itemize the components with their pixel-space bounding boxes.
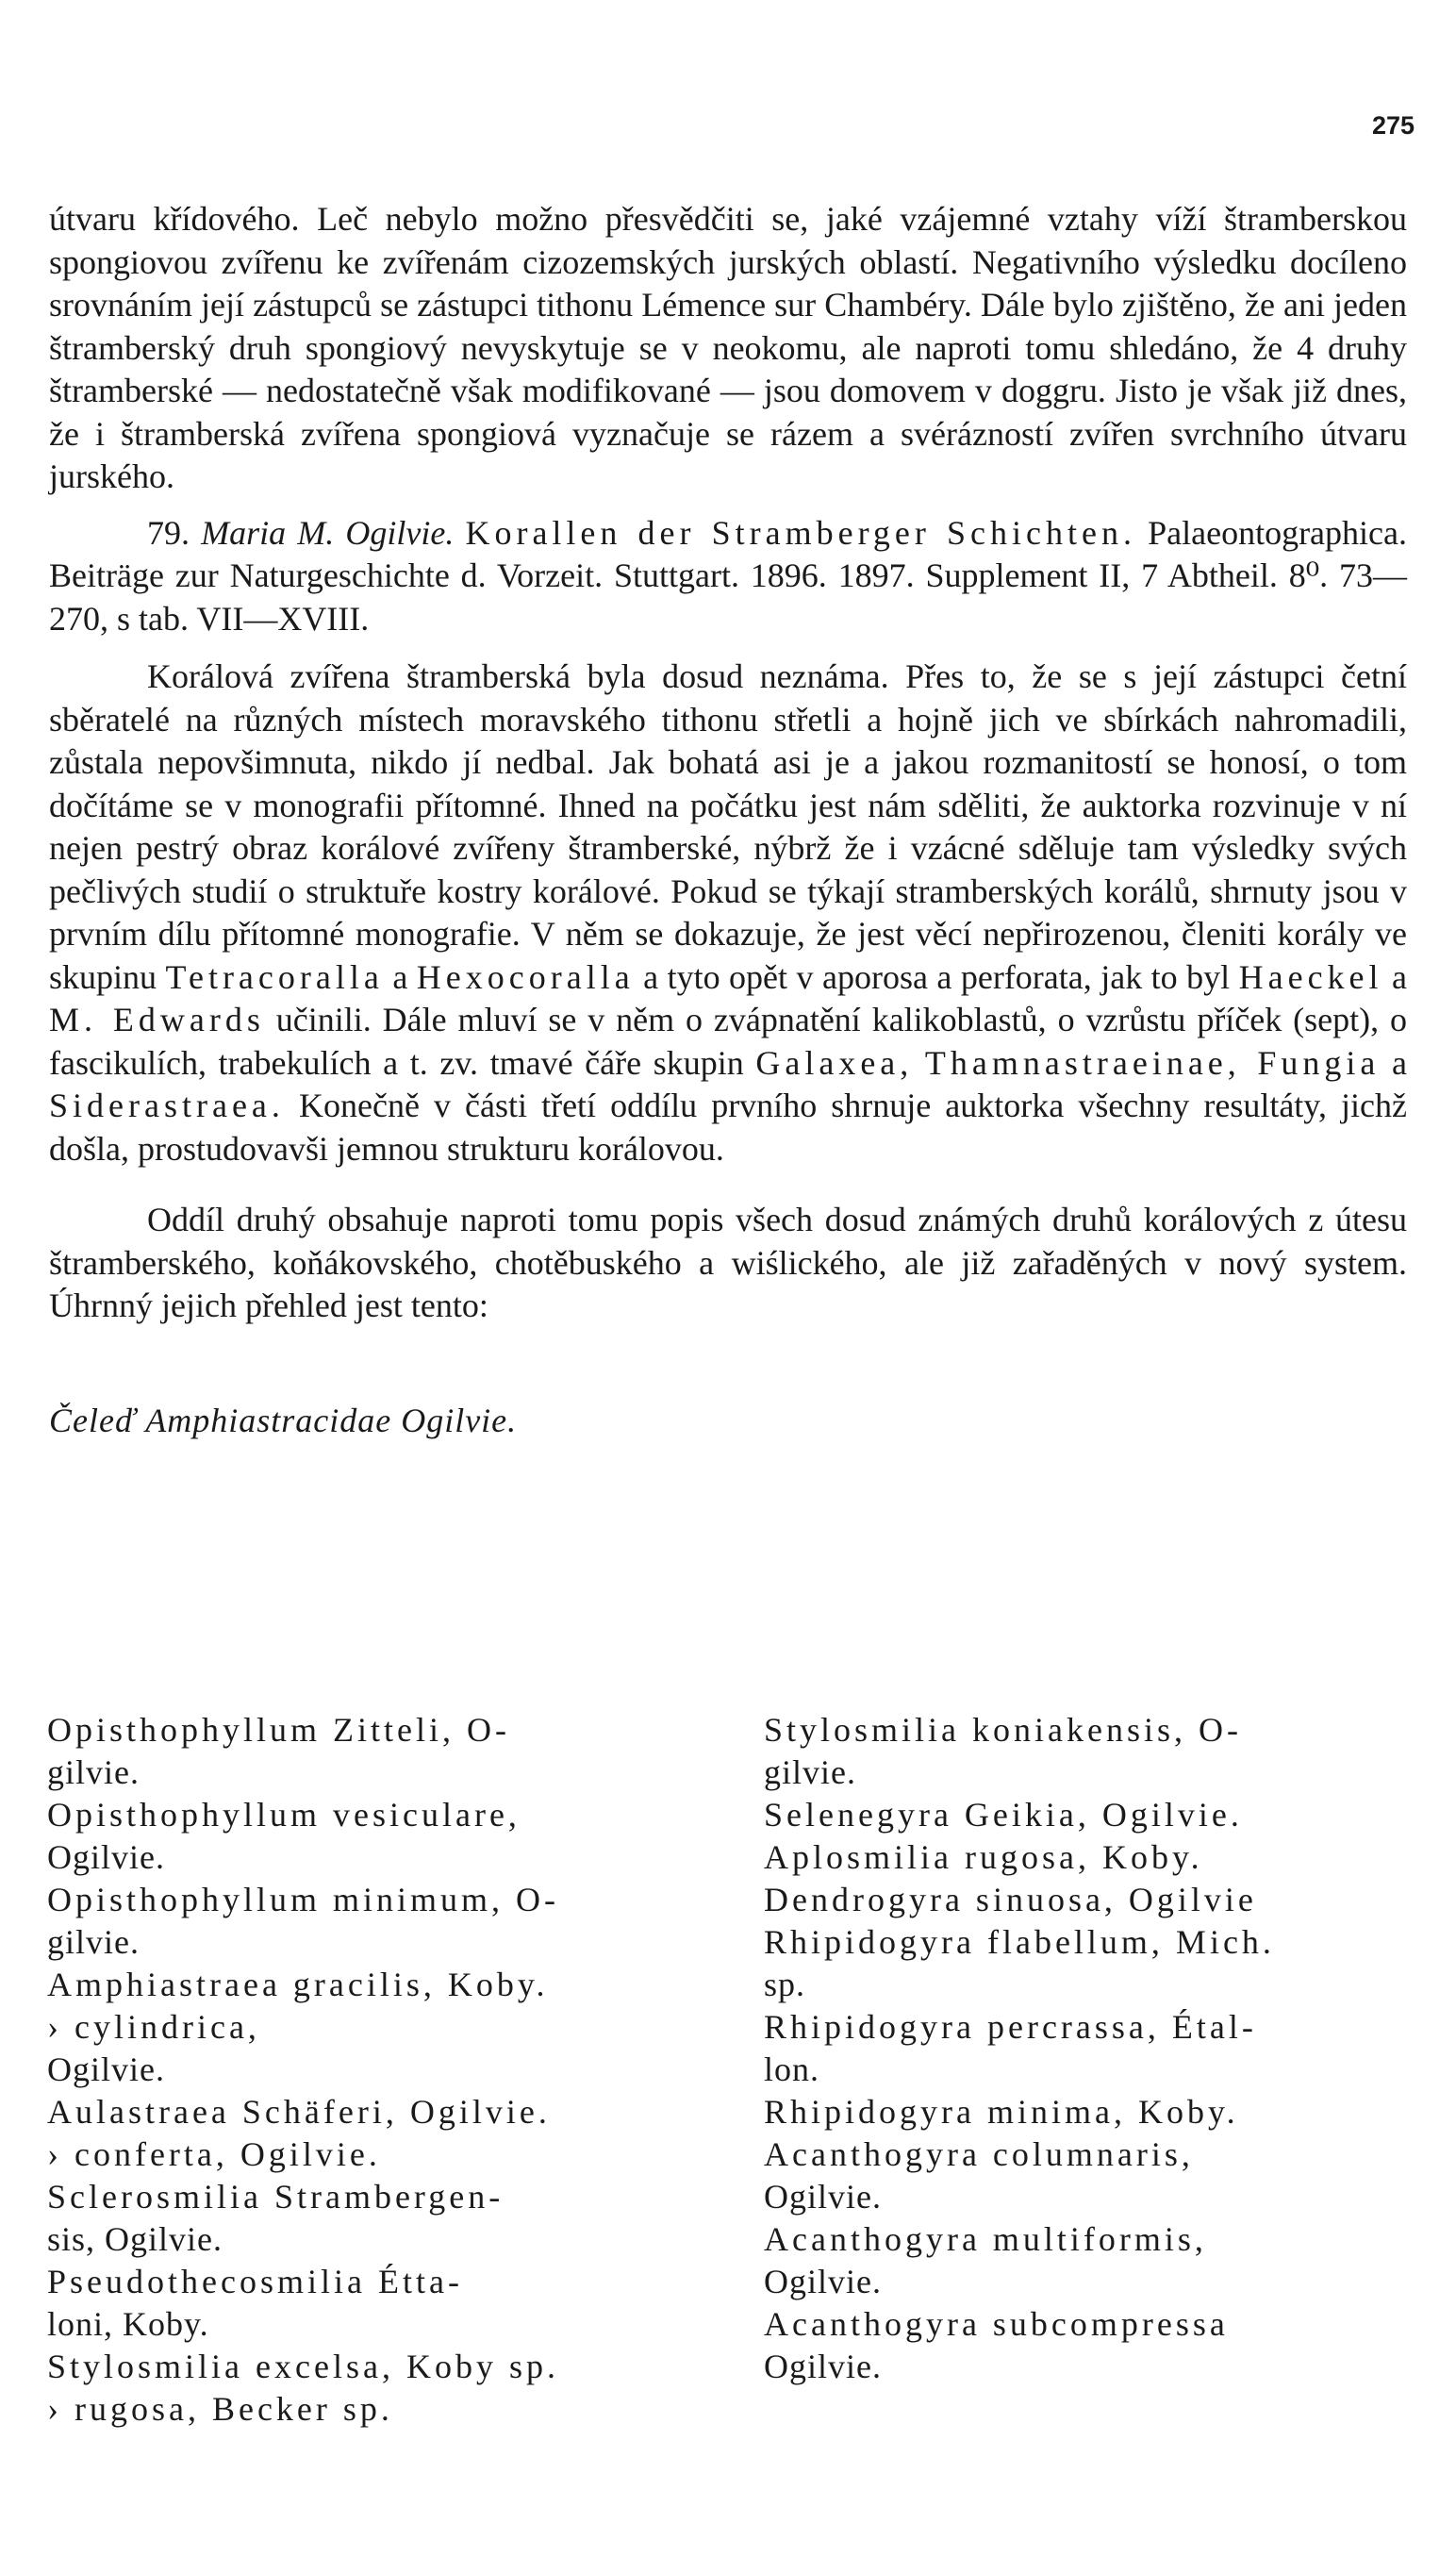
species-column-right — [764, 1709, 1415, 2431]
document-body — [49, 198, 1407, 1442]
species-item: Aulastraea Schäferi, Ogilvie. — [47, 2093, 551, 2131]
reference-author: Maria M. Ogilvie. — [201, 513, 455, 552]
page-number: 275 — [1371, 111, 1415, 140]
p2-edwards: M. Edwards — [49, 1001, 265, 1038]
species-item: Acanthogyra subcompressa Ogilvie. — [764, 2305, 1229, 2385]
p2-siderastraea: Siderastraea. — [49, 1087, 285, 1124]
species-item: Opisthophyllum Zitteli, O- gilvie. — [47, 1711, 510, 1791]
species-item: Acanthogyra columnaris, Ogilvie. — [764, 2135, 1194, 2216]
p2-and-3: a — [1392, 1043, 1408, 1082]
species-list — [47, 1709, 1415, 2431]
p2-galaxea: Galaxea, — [755, 1043, 914, 1082]
species-item: Stylosmilia excelsa, Koby sp. — [47, 2348, 559, 2385]
paragraph-2 — [49, 656, 1407, 1170]
species-column-left — [47, 1709, 698, 2431]
species-item: › cylindrica, Ogilvie. — [47, 2008, 260, 2088]
p2-hexocoralla: Hexocoralla — [416, 957, 635, 996]
p2-and-1: a — [392, 957, 408, 996]
reference-title: Korallen der Stramberger Schichten. — [465, 513, 1136, 552]
species-item: Aplosmilia rugosa, Koby. — [764, 1838, 1203, 1876]
reference-details: Palaeontographica. Beiträge zur Naturgeschichte d. Vorzeit. Stuttgart. 1896. 1897. Supplement II, 7 Abtheil. 8⁰. 73—270, s tab. VII—XVIII. — [49, 513, 1407, 638]
species-item: Rhipidogyra percrassa, Étal- lon. — [764, 2008, 1257, 2088]
species-item: Selenegyra Geikia, Ogilvie. — [764, 1796, 1243, 1834]
species-item: › conferta, Ogilvie. — [47, 2135, 381, 2173]
species-item: Dendrogyra sinuosa, Ogilvie — [764, 1881, 1257, 1918]
species-item: Acanthogyra multiformis, Ogilvie. — [764, 2220, 1207, 2300]
paragraph-1: útvaru křídového. Leč nebylo možno přesvědčiti se, jaké vzájemné vztahy víží štramberskou spongiovou zvířenu ke zvířenám cizozemských jurských oblastí. Negativního výsledku docíleno srovnáním její zástupců se zástupci tithonu Lémence sur Chambéry. Dále bylo zjištěno, že ani jeden štramberský druh spongiový nevyskytuje se v neokomu, ale naproti tomu shledáno, že 4 druhy štramberské — nedostatečně však modifikované — jsou domovem v doggru. Jisto je však již dnes, že i štramberská zvířena spongiová vyznačuje se rázem a svérázností zvířen svrchního útvaru jurského. — [49, 200, 1407, 495]
paragraph-3: Oddíl druhý obsahuje naproti tomu popis všech dosud známých druhů korálových z útesu štramberského, koňákovského, chotěbuského a wiślického, ale již zařaděných v nový system. Úhrnný jejich přehled jest tento: — [49, 1201, 1407, 1324]
family-heading: Čeleď Amphiastracidae Ogilvie. — [49, 1401, 518, 1439]
reference-number: 79. — [147, 513, 190, 552]
p2-tetracoralla: Tetracoralla — [165, 957, 384, 996]
reference-entry-79 — [49, 512, 1407, 641]
p2-text-d: Konečně v části třetí oddílu prvního shrnuje auktorka všechny resultáty, jichž došla, prostudovavši jemnou strukturu korálovou. — [49, 1087, 1407, 1168]
p2-thamnastraeinae: Thamnastraeinae, Fungia — [924, 1043, 1381, 1082]
species-item: Opisthophyllum minimum, O- gilvie. — [47, 1881, 560, 1961]
species-item: Stylosmilia koniakensis, O- gilvie. — [764, 1711, 1242, 1791]
p2-text-a: Korálová zvířena štramberská byla dosud neznáma. Přes to, že se s její zástupci četní sběratelé na různých místech moravského tithonu střetli a hojně jich ve sbírkách nahromadili, zůstala nepovšimnuta, nikdo jí nedbal. Jak bohatá asi je a jakou rozmanitostí se honosí, o tom dočítáme se v monografii přítomné. Ihned na počátku jest nám sděliti, že auktorka rozvinuje v ní nejen pestrý obraz korálové zvířeny štramberské, nýbrž že i vzácné sděluje tam výsledky svých pečlivých studií o struktuře kostry korálové. Pokud se týkají stramberských korálů, shrnuty jsou v prvním dílu přítomné monografie. V něm se dokazuje, že jest věcí nepřirozenou, členiti korály ve skupinu — [49, 657, 1407, 996]
p2-text-c: učinili. Dále mluví se v něm o zvápnatění kalikoblastů, o vzrůstu příček (sept), o fascikulích, trabekulích a t. zv. tmavé čáře skupin — [49, 1001, 1408, 1082]
species-item: › rugosa, Becker sp. — [47, 2390, 393, 2428]
species-item: Sclerosmilia Strambergen- sis, Ogilvie. — [47, 2178, 505, 2258]
p2-haeckel: Haeckel — [1238, 957, 1383, 996]
p2-and-2: a — [1392, 957, 1407, 996]
species-item: Pseudothecosmilia Étta- loni, Koby. — [47, 2263, 463, 2343]
species-item: Amphiastraea gracilis, Koby. — [47, 1966, 549, 2003]
p2-text-b: a tyto opět v aporosa a perforata, jak to byl — [643, 957, 1231, 996]
species-item: Opisthophyllum vesiculare, Ogilvie. — [47, 1796, 521, 1876]
species-item: Rhipidogyra minima, Koby. — [764, 2093, 1239, 2131]
species-item: Rhipidogyra flabellum, Mich. sp. — [764, 1923, 1275, 2003]
